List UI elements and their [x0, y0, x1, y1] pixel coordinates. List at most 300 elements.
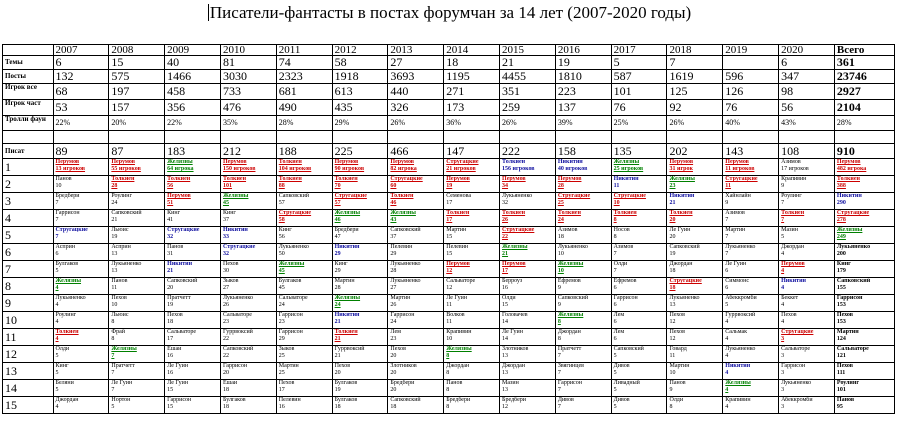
player-count: 27 — [390, 285, 397, 291]
player-count: 23 — [278, 319, 285, 325]
writer-cell — [611, 176, 667, 193]
writer-name: Пехов — [669, 329, 686, 335]
player-count: 45 — [278, 285, 285, 291]
writer-name: Толкиен — [55, 329, 79, 335]
writer-cell — [276, 244, 332, 261]
player-count: 20 — [167, 285, 174, 291]
player-count: 13 — [111, 251, 118, 257]
player-count: 45 — [278, 268, 285, 274]
year-header: 2008 — [109, 45, 165, 56]
writer-name: Перумов — [557, 176, 582, 182]
empty-cell — [667, 131, 723, 144]
player-count: 19 — [334, 387, 341, 393]
player-count: 12 — [446, 285, 453, 291]
rank-number: 11 — [3, 329, 54, 346]
stat-value: 1619 — [667, 70, 723, 84]
writer-cell — [276, 397, 332, 414]
stat-value: 98 — [779, 84, 835, 100]
player-count: 4 — [725, 336, 729, 342]
writer-name: Сапковский — [390, 397, 421, 403]
writer-name: Стругацкие — [167, 227, 200, 233]
writer-cell — [611, 244, 667, 261]
writer-name: Желязны — [334, 210, 361, 216]
player-count: 11 — [446, 302, 453, 308]
writer-cell — [444, 312, 500, 329]
player-count: 11 — [111, 285, 118, 291]
player-count: 15 — [446, 251, 453, 257]
writer-name: Толкиен — [502, 210, 526, 216]
overall-writer-cell — [834, 380, 894, 397]
player-count: 12 — [446, 268, 453, 274]
writer-cell — [388, 227, 444, 244]
writer-name: Роулинг — [781, 193, 802, 199]
writer-name: Лем — [613, 312, 625, 318]
writer-cell — [220, 329, 276, 346]
writer-name: Перумов — [781, 261, 805, 267]
player-count: 47 — [334, 234, 341, 240]
writer-name: Желязны — [278, 261, 305, 267]
writer-cell — [444, 329, 500, 346]
player-count: 9 — [557, 302, 561, 308]
overall-writer-cell — [834, 261, 894, 278]
overall-writer-cell — [834, 193, 894, 210]
year-header: 2009 — [165, 45, 221, 56]
player-count: 46 — [334, 217, 341, 223]
player-count: 25 — [278, 353, 285, 359]
stat-value: 6 — [53, 56, 109, 70]
writer-cell — [611, 380, 667, 397]
player-count: 88 — [278, 183, 285, 189]
stat-value: 22% — [53, 116, 109, 131]
player-count: 56 — [278, 234, 285, 240]
writer-cell — [220, 210, 276, 227]
spacer-row — [3, 131, 895, 144]
writer-name: Лукьяненко — [669, 295, 700, 301]
player-count: 7 — [55, 200, 59, 206]
overall-writer-cell — [834, 278, 894, 295]
writer-cell — [109, 363, 165, 380]
player-count: 21 — [334, 336, 341, 342]
player-count: 4 — [55, 404, 59, 410]
writer-cell — [555, 210, 611, 227]
writer-name: Толкиен — [836, 176, 860, 182]
player-count: 249 — [836, 234, 846, 240]
writer-cell — [388, 278, 444, 295]
writer-cell — [444, 261, 500, 278]
player-count: 156 игроков — [502, 166, 535, 172]
writer-name: Стругацкие — [502, 227, 535, 233]
writer-cell — [165, 244, 221, 261]
writer-name: Толкиен — [278, 159, 302, 165]
player-count: 8 — [613, 234, 617, 240]
writer-name: Симмонс — [725, 278, 749, 284]
writer-name: Мартин — [669, 363, 690, 369]
player-count: 33 — [222, 234, 229, 240]
player-count: 7 — [781, 217, 785, 223]
writer-cell — [53, 278, 109, 295]
writer-name: Бредбери — [55, 193, 80, 199]
writer-name: Никитин — [781, 278, 807, 284]
writer-name: Никитин — [167, 261, 193, 267]
rank-row — [3, 295, 895, 312]
writer-name: Перумов — [669, 159, 694, 165]
writer-cell — [53, 329, 109, 346]
writer-cell — [276, 176, 332, 193]
writer-cell — [555, 261, 611, 278]
writer-name: Сальмак — [725, 329, 748, 335]
writer-name: Толкиен — [446, 210, 470, 216]
writer-cell — [555, 227, 611, 244]
writer-name: Булгаков — [278, 278, 302, 284]
rank-row — [3, 363, 895, 380]
writer-name: Стругацкие — [390, 176, 423, 182]
player-count: 10 — [669, 370, 676, 376]
writer-cell — [276, 380, 332, 397]
empty-cell — [723, 131, 779, 144]
writer-cell — [276, 159, 332, 176]
writer-name: Пратчетт — [167, 295, 191, 301]
empty-cell — [220, 131, 276, 144]
player-count: 8 — [446, 353, 450, 359]
player-count: 18 — [390, 404, 397, 410]
player-count: 21 — [334, 319, 341, 325]
writers-count: 212 — [220, 144, 276, 159]
writer-name: Панов — [167, 244, 184, 250]
writer-name: Лем — [613, 329, 625, 335]
player-count: 4 — [55, 336, 59, 342]
player-count: 200 — [836, 251, 846, 257]
player-count: 18 — [669, 285, 676, 291]
writer-name: Толкиен — [334, 329, 358, 335]
stat-value: 440 — [388, 84, 444, 100]
writer-cell — [165, 176, 221, 193]
writer-cell — [500, 397, 556, 414]
writer-name: Желязны — [390, 210, 416, 216]
writer-cell — [220, 193, 276, 210]
writer-name: Пехов — [781, 312, 797, 318]
overall-writer-cell — [834, 227, 894, 244]
writer-name: Мазин — [781, 227, 798, 233]
rank-row — [3, 346, 895, 363]
writer-name: Перумов — [55, 159, 80, 165]
writer-name: Абеккромби — [725, 295, 757, 301]
stat-value: 25% — [611, 116, 667, 131]
player-count: 24 — [278, 302, 285, 308]
writer-cell — [220, 261, 276, 278]
player-count: 21 — [167, 268, 174, 274]
writer-name: Дивов — [557, 397, 574, 403]
writer-cell — [444, 278, 500, 295]
writer-name: Толкиен — [278, 176, 302, 182]
writer-name: Азимов — [725, 210, 745, 216]
player-count: 7 — [111, 370, 115, 376]
writer-cell — [779, 278, 835, 295]
player-count: 6 — [613, 285, 617, 291]
player-count: 7 — [613, 251, 617, 257]
empty-cell — [276, 131, 332, 144]
writer-name: Перумов — [836, 159, 861, 165]
writer-cell — [723, 227, 779, 244]
player-count: 13 — [669, 302, 676, 308]
writer-name: Кинг — [334, 261, 348, 267]
year-header-row — [3, 45, 895, 56]
writer-name: Семенова — [446, 193, 472, 199]
player-count: 20 — [390, 370, 397, 376]
stat-total: 2104 — [834, 100, 894, 116]
writer-name: Гаррисон — [390, 312, 415, 318]
player-count: 290 — [836, 200, 846, 206]
player-count: 29 — [334, 268, 341, 274]
writer-name: Толкиен — [167, 176, 191, 182]
row-label: Посты — [3, 70, 54, 84]
writer-cell — [555, 363, 611, 380]
writer-cell — [500, 278, 556, 295]
writer-name: Олди — [613, 261, 628, 267]
stat-value: 157 — [109, 100, 165, 116]
writer-name: Лукьяненко — [725, 244, 756, 250]
year-header: 2019 — [723, 45, 779, 56]
writer-cell — [388, 363, 444, 380]
writer-name: Лем — [390, 329, 401, 335]
writer-name: Желязны — [613, 159, 640, 165]
player-count: 16 — [278, 404, 285, 410]
stat-value: 19 — [555, 56, 611, 70]
writer-name: Сапковский — [222, 346, 254, 352]
writer-name: Сапковский — [836, 278, 871, 284]
player-count: 11 — [725, 183, 731, 189]
player-count: 124 — [836, 336, 846, 342]
writer-cell — [388, 397, 444, 414]
writer-name: Перумов — [390, 159, 415, 165]
stat-value: 575 — [109, 70, 165, 84]
stat-value — [723, 56, 779, 70]
writer-cell — [332, 278, 388, 295]
player-count: 10 — [557, 268, 564, 274]
writer-cell — [444, 244, 500, 261]
writer-cell — [53, 210, 109, 227]
stat-value: 596 — [723, 70, 779, 84]
year-header: 2007 — [53, 45, 109, 56]
player-count: 13 — [502, 387, 509, 393]
rank-row — [3, 380, 895, 397]
writer-name: Стругацкие — [613, 193, 646, 199]
rank-number: 9 — [3, 295, 54, 312]
writer-cell — [500, 227, 556, 244]
stat-value: 1195 — [444, 70, 500, 84]
stat-value: 733 — [220, 84, 276, 100]
writer-cell — [109, 278, 165, 295]
stat-value: 173 — [444, 100, 500, 116]
writer-name: Бредбери — [446, 397, 471, 403]
writer-cell — [611, 295, 667, 312]
writer-name: Ле Гуин — [669, 227, 691, 233]
player-count: 6 — [55, 251, 59, 257]
player-count: 26 — [502, 217, 509, 223]
writer-cell — [53, 380, 109, 397]
rank-row — [3, 329, 895, 346]
writer-name: Желязны — [557, 312, 584, 318]
writer-cell — [165, 193, 221, 210]
writer-cell — [555, 295, 611, 312]
writer-cell — [165, 227, 221, 244]
stat-row — [3, 56, 895, 70]
stat-total: 361 — [834, 56, 894, 70]
writer-name: Никитин — [669, 193, 695, 199]
writer-name: Пехов — [836, 363, 853, 369]
writer-cell — [723, 346, 779, 363]
writer-cell — [779, 176, 835, 193]
writer-name: Сальваторе — [167, 329, 197, 335]
writer-cell — [555, 397, 611, 414]
writer-cell — [109, 176, 165, 193]
writer-name: Булгаков — [334, 397, 358, 403]
stat-value: 43% — [779, 116, 835, 131]
writer-name: Панов — [111, 278, 128, 284]
writer-cell — [332, 261, 388, 278]
writer-name: Лукьяненко — [836, 244, 871, 250]
stat-value: 7 — [667, 56, 723, 70]
writer-name: Азимов — [613, 244, 634, 250]
player-count: 7 — [781, 200, 785, 206]
player-count: 4 — [55, 319, 59, 325]
writer-name: Никитин — [836, 193, 862, 199]
player-count: 17 — [446, 200, 453, 206]
stat-value: 39% — [555, 116, 611, 131]
writers-count: 183 — [165, 144, 221, 159]
empty-cell — [388, 131, 444, 144]
player-count: 8 — [669, 404, 673, 410]
corner-cell — [3, 45, 54, 56]
writer-name: Никитин — [222, 227, 248, 233]
writer-name: Лукьяненко — [557, 244, 588, 250]
writer-cell — [332, 159, 388, 176]
writer-name: Лукьяненко — [55, 295, 86, 301]
player-count: 13 игроков — [55, 166, 86, 172]
player-count: 55 игроков — [111, 166, 141, 172]
rank-row — [3, 210, 895, 227]
writers-count: 188 — [276, 144, 332, 159]
player-count: 28 — [557, 183, 564, 189]
player-count: 37 — [390, 234, 397, 240]
writer-name: Сапковский — [557, 295, 589, 301]
writer-name: Льюис — [111, 227, 129, 233]
writer-cell — [109, 227, 165, 244]
stat-value: 81 — [220, 56, 276, 70]
writer-name: Перумов — [446, 261, 470, 267]
stat-value: 137 — [555, 100, 611, 116]
player-count: 12 — [669, 336, 676, 342]
player-count: 3 — [781, 353, 785, 359]
stat-value: 18 — [444, 56, 500, 70]
player-count: 11 — [669, 353, 676, 359]
player-count: 9 — [781, 183, 785, 189]
stat-value: 326 — [388, 100, 444, 116]
player-count: 111 — [836, 370, 846, 376]
writer-name: Гуррвоксий — [334, 346, 365, 352]
empty-cell — [165, 131, 221, 144]
player-count: 5 — [725, 302, 729, 308]
writer-cell — [500, 329, 556, 346]
writer-name: Пратчетт — [557, 346, 582, 352]
player-count: 121 — [836, 353, 846, 359]
rank-row — [3, 193, 895, 210]
player-count: 155 — [836, 285, 846, 291]
player-count: 24 — [334, 302, 341, 308]
player-count: 18 — [222, 404, 229, 410]
writer-name: Ле Гуин — [725, 261, 747, 267]
empty-cell — [3, 131, 54, 144]
writer-cell — [109, 329, 165, 346]
writer-cell — [723, 397, 779, 414]
writer-cell — [667, 397, 723, 414]
player-count: 4 — [781, 319, 785, 325]
player-count: 5 — [111, 404, 115, 410]
writers-count: 158 — [555, 144, 611, 159]
writer-name: Сапковский — [111, 210, 142, 216]
rank-number: 3 — [3, 193, 54, 210]
stat-value: 74 — [276, 56, 332, 70]
writer-cell — [388, 295, 444, 312]
stat-value: 681 — [276, 84, 332, 100]
writer-cell — [276, 312, 332, 329]
writer-name: Перумов — [222, 159, 247, 165]
writer-name: Никитин — [725, 363, 751, 369]
writer-name: Гаррисон — [278, 329, 303, 335]
player-count: 29 — [390, 251, 397, 257]
writer-name: Желязны — [446, 346, 472, 352]
stat-value: 35% — [220, 116, 276, 131]
writer-cell — [444, 176, 500, 193]
writer-name: Абеккромби — [781, 397, 813, 403]
player-count: 8 — [111, 336, 115, 342]
writer-cell — [165, 312, 221, 329]
writer-cell — [500, 380, 556, 397]
overall-writer-cell — [834, 329, 894, 346]
player-count: 11 игроков — [725, 166, 755, 172]
player-count: 5 — [55, 370, 59, 376]
player-count: 28 — [390, 268, 397, 274]
player-count: 25 — [278, 370, 285, 376]
player-count: 20 — [390, 387, 397, 393]
stat-value: 356 — [165, 100, 221, 116]
rank-number: 6 — [3, 244, 54, 261]
writer-cell — [165, 346, 221, 363]
writer-cell — [779, 295, 835, 312]
stat-value: 28% — [276, 116, 332, 131]
writer-name: Беккет — [781, 295, 799, 301]
stat-value: 5 — [611, 56, 667, 70]
player-count: 21 — [669, 200, 676, 206]
overall-writer-cell — [834, 312, 894, 329]
writer-cell — [779, 261, 835, 278]
writer-cell — [53, 363, 109, 380]
writer-cell — [723, 261, 779, 278]
row-label: Игрок все — [3, 84, 54, 100]
year-header: 2015 — [500, 45, 556, 56]
player-count: 278 — [836, 217, 846, 223]
player-count: 5 — [55, 268, 59, 274]
writer-name: Джордан — [557, 329, 581, 335]
rank-number: 4 — [3, 210, 54, 227]
player-count: 8 — [111, 319, 115, 325]
player-count: 101 — [836, 387, 846, 393]
stat-value: 20% — [109, 116, 165, 131]
writer-cell — [220, 312, 276, 329]
writer-cell — [444, 295, 500, 312]
player-count: 22 — [222, 353, 229, 359]
writer-name: Ефремов — [613, 278, 637, 284]
player-count: 4 — [781, 285, 785, 291]
